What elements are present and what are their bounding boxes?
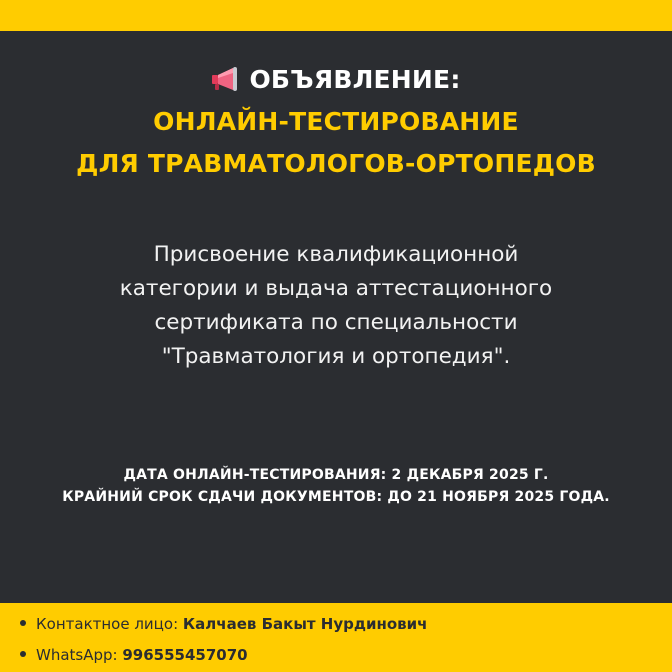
whatsapp-number[interactable]: 996555457070 bbox=[122, 646, 248, 664]
top-accent-bar bbox=[0, 0, 672, 31]
bullet-icon bbox=[20, 651, 26, 657]
description-line: "Травматология и ортопедия". bbox=[161, 344, 511, 369]
description-line: категории и выдача аттестационного bbox=[119, 276, 553, 301]
contacts-list bbox=[20, 609, 427, 671]
deadline-date: КРАЙНИЙ СРОК СДАЧИ ДОКУМЕНТОВ: ДО 21 НОЯБРЯ 2025 ГОДА. bbox=[62, 489, 610, 505]
description-line: Присвоение квалификационной bbox=[153, 242, 519, 267]
whatsapp-label: WhatsApp: bbox=[36, 646, 118, 664]
description-line: сертификата по специальности bbox=[154, 310, 518, 335]
announcement-subtitle-line-1: ОНЛАЙН-ТЕСТИРОВАНИЕ bbox=[153, 107, 519, 136]
dates-block bbox=[0, 464, 672, 508]
test-date: ДАТА ОНЛАЙН-ТЕСТИРОВАНИЯ: 2 ДЕКАБРЯ 2025 Г. bbox=[123, 467, 549, 483]
announcement-title bbox=[0, 59, 672, 101]
megaphone-icon bbox=[211, 67, 241, 91]
announcement-subtitle-line-2: ДЛЯ ТРАВМАТОЛОГОВ-ОРТОПЕДОВ bbox=[76, 149, 596, 178]
bullet-icon bbox=[20, 620, 26, 626]
announcement-title-text: ОБЪЯВЛЕНИЕ: bbox=[249, 65, 461, 94]
contacts-bar bbox=[0, 603, 672, 672]
description-block bbox=[0, 238, 672, 374]
contact-person-label: Контактное лицо: bbox=[36, 615, 179, 633]
whatsapp-item bbox=[20, 640, 427, 671]
contact-person-name: Калчаев Бакыт Нурдинович bbox=[182, 615, 428, 633]
contact-person-item bbox=[20, 609, 427, 640]
